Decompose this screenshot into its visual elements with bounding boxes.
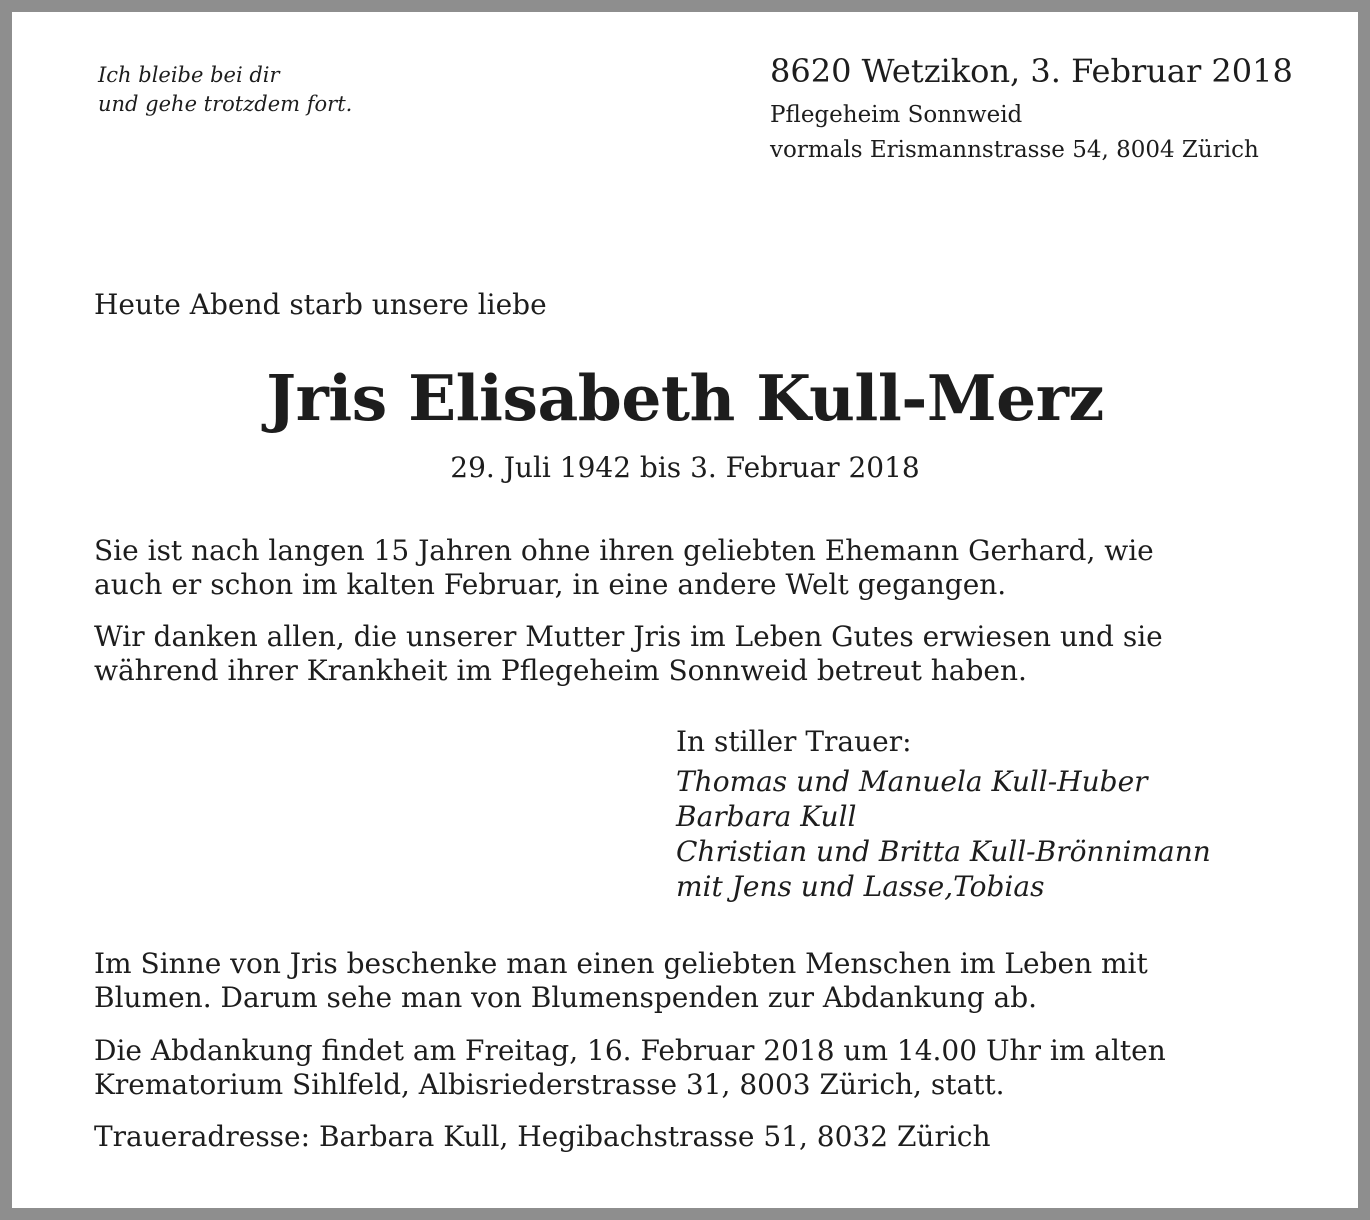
- deceased-name: Jris Elisabeth Kull-Merz: [266, 361, 1104, 435]
- paragraph-flowers: [94, 947, 1294, 1015]
- mourner-name: Barbara Kull: [676, 800, 857, 833]
- intro-line: Heute Abend starb unsere liebe: [94, 288, 547, 321]
- paragraph-thanks: [94, 620, 1294, 688]
- place-date: 8620 Wetzikon, 3. Februar 2018: [770, 52, 1293, 90]
- paragraph-line: auch er schon im kalten Februar, in eine andere Welt gegangen.: [94, 568, 1007, 601]
- paragraph-line: Krematorium Sihlfeld, Albisriederstrasse 31, 8003 Zürich, statt.: [94, 1068, 1005, 1101]
- paragraph-line: Sie ist nach langen 15 Jahren ohne ihren geliebten Ehemann Gerhard, wie: [94, 534, 1154, 567]
- paragraph-line: Im Sinne von Jris beschenke man einen geliebten Menschen im Leben mit: [94, 947, 1148, 980]
- mourning-intro: In stiller Trauer:: [676, 725, 912, 758]
- paragraph-line: Wir danken allen, die unserer Mutter Jris im Leben Gutes erwiesen und sie: [94, 620, 1163, 653]
- paragraph-line: während ihrer Krankheit im Pflegeheim Sonnweid betreut haben.: [94, 654, 1027, 687]
- motto-line: und gehe trotzdem fort.: [98, 92, 353, 116]
- mourner-name: Thomas und Manuela Kull-Huber: [676, 765, 1148, 798]
- motto-line: Ich bleibe bei dir: [98, 63, 280, 87]
- facility-name: Pflegeheim Sonnweid: [770, 102, 1023, 128]
- life-dates: 29. Juli 1942 bis 3. Februar 2018: [450, 451, 920, 484]
- mourning-address: [94, 1120, 1294, 1154]
- former-address: vormals Erismannstrasse 54, 8004 Zürich: [770, 137, 1259, 163]
- paragraph-husband: [94, 534, 1294, 602]
- mourner-name: Christian und Britta Kull-Brönnimann: [676, 835, 1211, 868]
- motto: [98, 61, 352, 119]
- paragraph-line: Traueradresse: Barbara Kull, Hegibachstrasse 51, 8032 Zürich: [94, 1120, 991, 1153]
- mourner-name: mit Jens und Lasse,Tobias: [676, 870, 1045, 903]
- facility-address: [770, 98, 1259, 168]
- paragraph-line: Blumen. Darum sehe man von Blumenspenden zur Abdankung ab.: [94, 981, 1038, 1014]
- mourners-list: [676, 764, 1211, 904]
- paragraph-line: Die Abdankung findet am Freitag, 16. Februar 2018 um 14.00 Uhr im alten: [94, 1034, 1166, 1067]
- obituary-page: [12, 12, 1358, 1208]
- paragraph-ceremony: [94, 1034, 1294, 1102]
